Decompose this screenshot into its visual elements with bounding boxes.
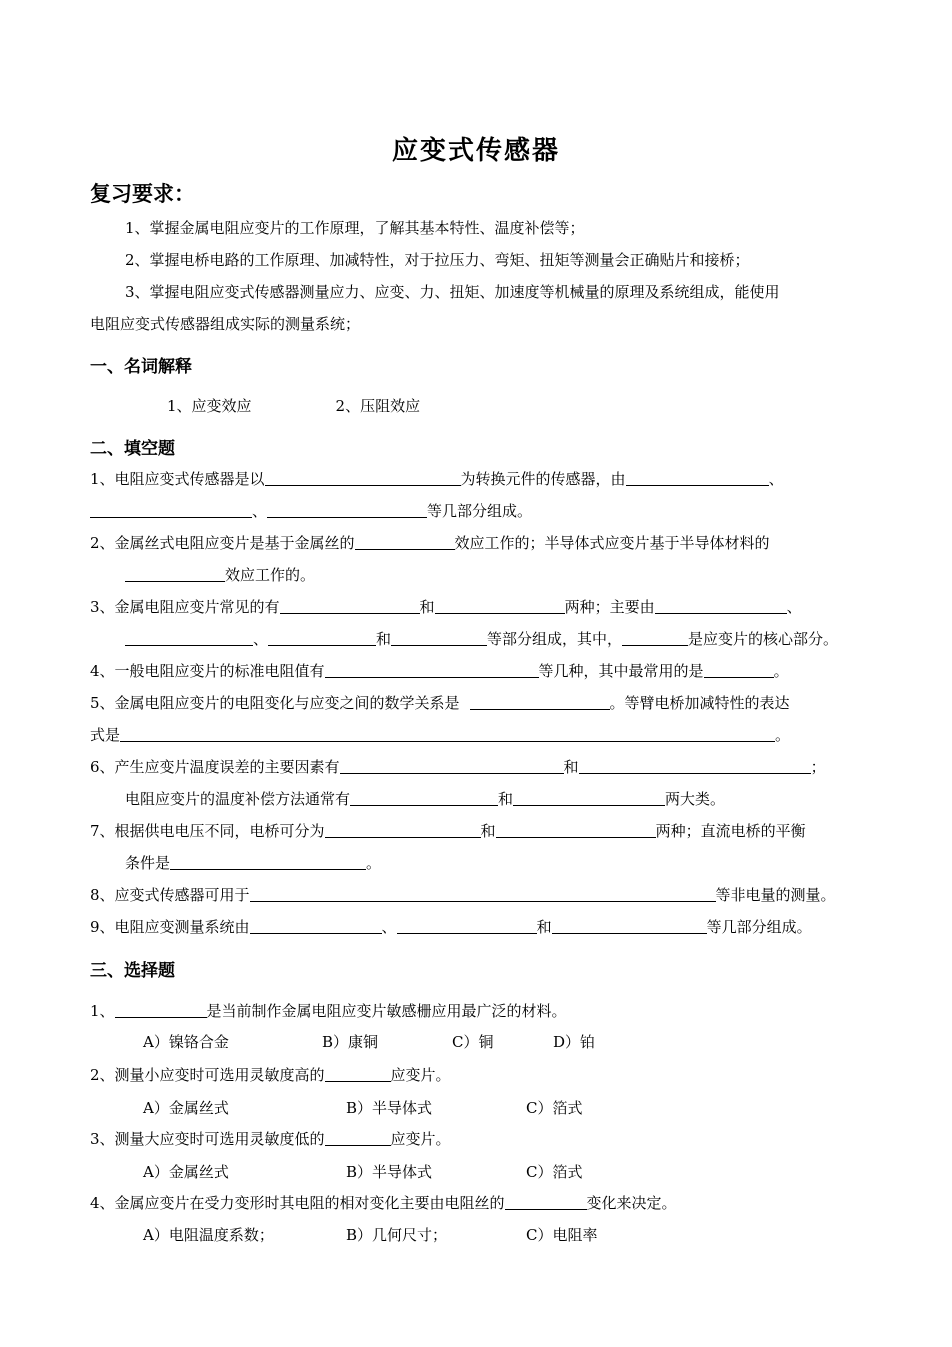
answer-blank[interactable]	[325, 821, 481, 838]
fill-question-2: 2、金属丝式电阻应变片是基于金属丝的 效应工作的；半导体式应变片基于半导体材料的	[90, 534, 770, 552]
option-d[interactable]: D）铂	[553, 1033, 596, 1051]
answer-blank[interactable]	[340, 757, 564, 774]
answer-blank[interactable]	[435, 597, 565, 614]
answer-blank[interactable]	[496, 821, 656, 838]
option-a[interactable]: A）电阻温度系数；	[143, 1226, 274, 1244]
answer-blank[interactable]	[268, 629, 376, 646]
answer-blank[interactable]	[250, 917, 382, 934]
fill-question-3: 3、金属电阻应变片常见的有 和 两种；主要由 、	[90, 598, 802, 616]
answer-blank[interactable]	[552, 917, 707, 934]
option-b[interactable]: B）半导体式	[346, 1163, 433, 1181]
section3-heading: 三、选择题	[90, 961, 175, 981]
answer-blank[interactable]	[505, 1193, 587, 1210]
answer-blank[interactable]	[470, 693, 610, 710]
review-item: 3、掌握电阻应变式传感器测量应力、应变、力、扭矩、加速度等机械量的原理及系统组成，能使用	[125, 283, 780, 301]
option-c[interactable]: C）铜	[452, 1033, 494, 1051]
answer-blank[interactable]	[250, 885, 716, 902]
answer-blank[interactable]	[350, 789, 498, 806]
option-a[interactable]: A）镍铬合金	[143, 1033, 229, 1051]
answer-blank[interactable]	[90, 501, 252, 518]
answer-blank[interactable]	[622, 629, 688, 646]
option-b[interactable]: B）半导体式	[346, 1099, 433, 1117]
document-title: 应变式传感器	[391, 136, 560, 166]
review-heading: 复习要求：	[90, 181, 195, 206]
answer-blank[interactable]	[655, 597, 787, 614]
fill-question-9: 9、电阻应变测量系统由 、 和 等几部分组成。	[90, 918, 812, 936]
fill-question-2-cont: 效应工作的。	[125, 565, 900, 585]
answer-blank[interactable]	[125, 565, 225, 582]
fill-question-7-cont: 条件是 。	[125, 854, 382, 872]
answer-blank[interactable]	[513, 789, 665, 806]
choice-options-3	[0, 1162, 952, 1182]
fill-question-8: 8、应变式传感器可用于 等非电量的测量。	[90, 886, 836, 904]
answer-blank[interactable]	[280, 597, 420, 614]
section2-heading: 二、填空题	[90, 439, 175, 459]
answer-blank[interactable]	[125, 629, 253, 646]
option-c[interactable]: C）电阻率	[526, 1226, 598, 1244]
term-item: 2、压阻效应	[335, 397, 421, 415]
review-item: 1、掌握金属电阻应变片的工作原理，了解其基本特性、温度补偿等；	[125, 219, 585, 237]
answer-blank[interactable]	[397, 917, 537, 934]
option-c[interactable]: C）箔式	[526, 1099, 583, 1117]
term-list	[167, 396, 942, 416]
section1-heading: 一、名词解释	[90, 357, 192, 377]
fill-question-5-cont: 式是 。	[90, 726, 791, 744]
answer-blank[interactable]	[170, 853, 366, 870]
answer-blank[interactable]	[267, 501, 427, 518]
answer-blank[interactable]	[120, 725, 775, 742]
answer-blank[interactable]	[325, 1129, 391, 1146]
answer-blank[interactable]	[325, 661, 539, 678]
choice-question-2: 2、测量小应变时可选用灵敏度高的 应变片。	[90, 1066, 451, 1084]
fill-question-1: 1、电阻应变式传感器是以 为转换元件的传感器，由 、	[90, 470, 784, 488]
answer-blank[interactable]	[391, 629, 487, 646]
fill-question-5: 5、金属电阻应变片的电阻变化与应变之间的数学关系是 。等臂电桥加减特性的表达	[90, 694, 790, 712]
choice-options-1	[0, 1032, 952, 1052]
answer-blank[interactable]	[626, 469, 769, 486]
fill-question-3-cont: 、 和 等部分组成，其中， 是应变片的核心部分。	[125, 629, 900, 649]
choice-options-2	[0, 1098, 952, 1118]
answer-blank[interactable]	[704, 661, 774, 678]
choice-question-3: 3、测量大应变时可选用灵敏度低的 应变片。	[90, 1130, 451, 1148]
answer-blank[interactable]	[115, 1001, 207, 1018]
fill-question-7: 7、根据供电电压不同，电桥可分为 和 两种；直流电桥的平衡	[90, 822, 806, 840]
answer-blank[interactable]	[325, 1065, 391, 1082]
option-b[interactable]: B）几何尺寸；	[346, 1226, 448, 1244]
option-b[interactable]: B）康铜	[322, 1033, 379, 1051]
answer-blank[interactable]	[265, 469, 461, 486]
fill-question-6: 6、产生应变片温度误差的主要因素有 和 ；	[90, 758, 826, 776]
answer-blank[interactable]	[355, 533, 455, 550]
review-item: 2、掌握电桥电路的工作原理、加减特性，对于拉压力、弯矩、扭矩等测量会正确贴片和接桥；	[125, 251, 750, 269]
option-a[interactable]: A）金属丝式	[143, 1099, 229, 1117]
choice-question-1: 1、 是当前制作金属电阻应变片敏感栅应用最广泛的材料。	[90, 1002, 567, 1020]
fill-question-4: 4、一般电阻应变片的标准电阻值有 等几种，其中最常用的是 。	[90, 662, 789, 680]
fill-question-1-cont: 、 等几部分组成。	[90, 501, 865, 521]
option-c[interactable]: C）箔式	[526, 1163, 583, 1181]
answer-blank[interactable]	[579, 757, 811, 774]
review-item-continued: 电阻应变式传感器组成实际的测量系统；	[90, 315, 361, 333]
fill-question-6-cont: 电阻应变片的温度补偿方法通常有 和 两大类。	[125, 790, 726, 808]
term-item: 1、应变效应	[167, 397, 252, 415]
choice-options-4	[0, 1225, 952, 1245]
choice-question-4: 4、金属应变片在受力变形时其电阻的相对变化主要由电阻丝的 变化来决定。	[90, 1194, 677, 1212]
option-a[interactable]: A）金属丝式	[143, 1163, 229, 1181]
